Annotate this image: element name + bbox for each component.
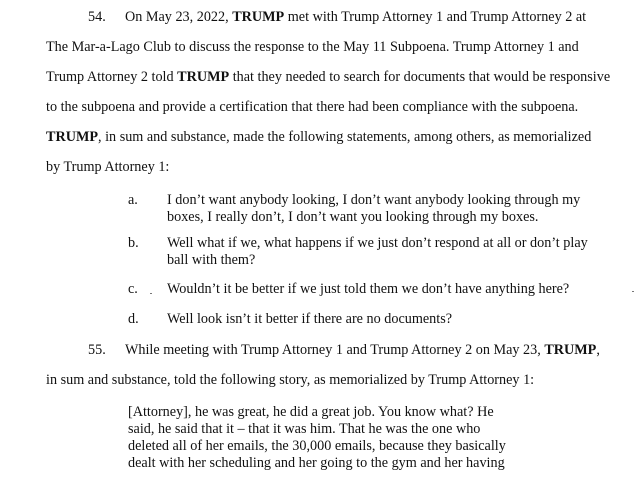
paragraph-line [46,371,534,389]
quote-line: dealt with her scheduling and her going to the gym and her having [128,455,505,471]
text-run: that they needed to search for documents that would be responsive [229,69,611,85]
text-run: On May 23, 2022, [125,9,233,25]
text-run: by Trump Attorney 1: [46,159,170,175]
text-run: met with Trump Attorney 1 and Trump Attorney 2 at [284,9,587,25]
text-run: in sum and substance, told the following story, as memorialized by Trump Attorney 1: [46,372,535,388]
paragraph-line [46,68,610,86]
statement-letter: a. [128,192,138,208]
text-run: , [596,342,600,358]
statement-text: I don’t want anybody looking, I don’t want anybody looking through my [167,192,581,208]
paragraph-line [125,8,586,26]
paragraph-number: 54. [88,9,106,25]
statement-letter: b. [128,235,139,251]
quote-line: deleted all of her emails, the 30,000 emails, because they basically [128,438,506,454]
bold-name: TRUMP [544,342,597,358]
statement-text: Well what if we, what happens if we just don’t respond at all or don’t play [167,235,588,251]
paragraph-line [125,341,600,359]
statement-text: ball with them? [167,252,256,268]
text-run: Trump Attorney 2 told [46,69,178,85]
bold-name: TRUMP [46,129,99,145]
text-run: The Mar-a-Lago Club to discuss the response to the May 11 Subpoena. Trump Attorney 1 and [46,39,579,55]
statement-text: Wouldn’t it be better if we just told them we don’t have anything here? [167,281,570,297]
paragraph-line [46,158,169,176]
text-run: to the subpoena and provide a certification that there had been compliance with the subpoena. [46,99,579,115]
text-run: , in sum and substance, made the following statements, among others, as memorialized [98,129,592,145]
statement-text: Well look isn’t it better if there are no documents? [167,311,453,327]
text-run: While meeting with Trump Attorney 1 and Trump Attorney 2 on May 23, [125,342,545,358]
quote-line: [Attorney], he was great, he did a great job. You know what? He [128,404,494,420]
paragraph-number: 55. [88,342,106,358]
statement-letter: d. [128,311,139,327]
bold-name: TRUMP [177,69,230,85]
paragraph-line [46,38,579,56]
paragraph-line [46,128,591,146]
paragraph-line [46,98,578,116]
scan-speck [150,293,152,294]
statement-letter: c. [128,281,138,297]
scan-speck [632,291,634,292]
quote-line: said, he said that it – that it was him. That he was the one who [128,421,481,437]
statement-text: boxes, I really don’t, I don’t want you looking through my boxes. [167,209,539,225]
bold-name: TRUMP [232,9,285,25]
